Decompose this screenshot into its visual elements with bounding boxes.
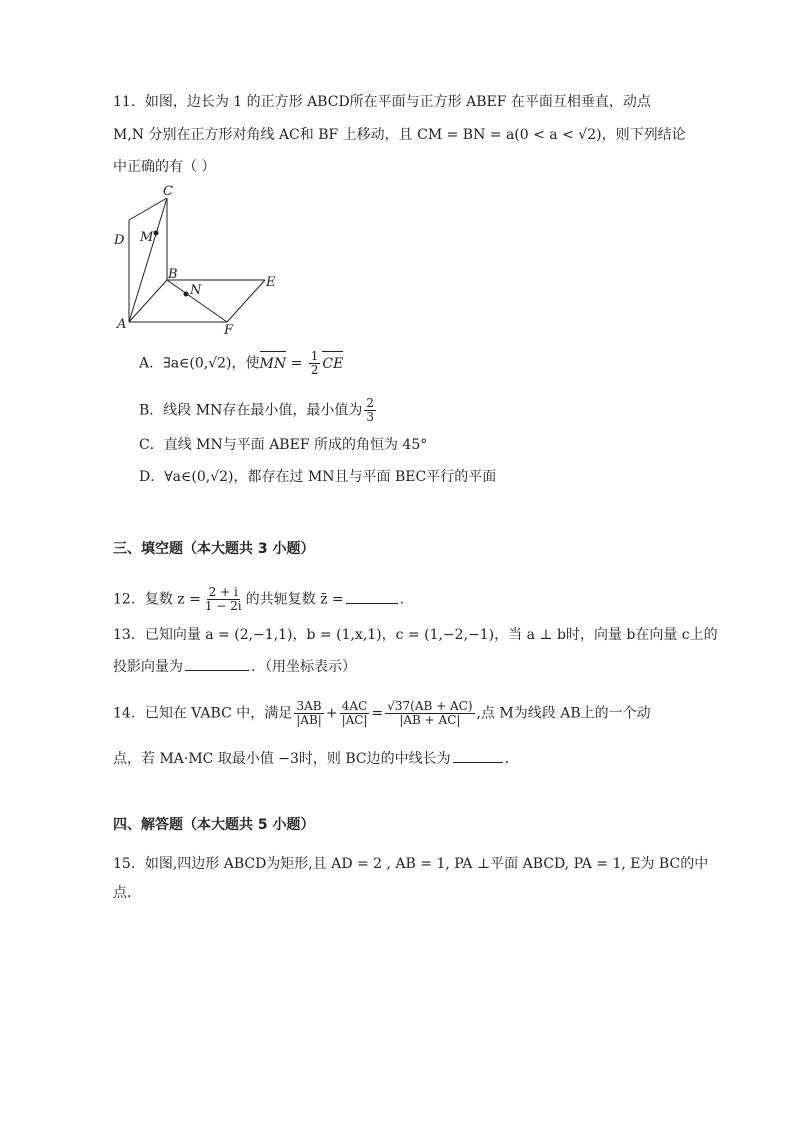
label-E: E bbox=[266, 275, 276, 290]
q14-line2-end: . bbox=[504, 751, 510, 767]
label-B: B bbox=[168, 267, 178, 282]
frac-den: 2 bbox=[310, 363, 319, 377]
q11-option-b bbox=[139, 397, 378, 424]
label-M: M bbox=[140, 230, 154, 245]
equals-sign: = bbox=[371, 705, 384, 722]
q15-line2: 点． bbox=[113, 885, 141, 901]
label-N: N bbox=[190, 283, 202, 298]
q15-line1: 15．如图,四边形 ABCD为矩形,且 AD = 2 , AB = 1, PA ⊥平面 ABCD, PA = 1, E为 BC的中 bbox=[113, 856, 709, 872]
fraction-two-thirds bbox=[364, 397, 376, 424]
q14-fraction-2 bbox=[340, 700, 370, 727]
q12 bbox=[113, 586, 404, 613]
q11-line2: M,N 分别在正方形对角线 AC和 BF 上移动，且 CM = BN = a(0 < a < √2)，则下列结论 bbox=[113, 127, 686, 143]
frac-den: |AB| bbox=[296, 713, 322, 727]
option-a-text: A．∃a∈(0,√2)，使 bbox=[139, 355, 260, 372]
frac-num: 3AB bbox=[296, 699, 322, 713]
frac-den: 1 − 2i bbox=[204, 599, 242, 613]
edge-AB bbox=[129, 280, 167, 322]
q12-post: 的共轭复数 z̄ = bbox=[245, 591, 344, 608]
q14-answer-blank[interactable] bbox=[453, 748, 503, 763]
q14-pre: 14．已知在 VABC 中，满足 bbox=[113, 705, 293, 722]
label-A: A bbox=[117, 317, 127, 332]
q11-line3: 中正确的有（ ） bbox=[113, 159, 216, 175]
section-fill-in-heading: 三、填空题（本大题共 3 小题） bbox=[113, 541, 315, 557]
q11-option-d: D．∀a∈(0,√2)，都存在过 MN且与平面 BEC平行的平面 bbox=[139, 469, 497, 485]
plus-sign: + bbox=[325, 705, 338, 722]
frac-den: |AB + AC| bbox=[399, 713, 461, 727]
q14-line1 bbox=[113, 700, 651, 727]
q14-line2 bbox=[113, 748, 509, 769]
q11-option-c: C．直线 MN与平面 ABEF 所成的角恒为 45° bbox=[139, 437, 428, 453]
label-C: C bbox=[163, 184, 173, 199]
point-M bbox=[154, 231, 159, 236]
q13-answer-blank[interactable] bbox=[185, 656, 249, 671]
fraction-one-half bbox=[309, 350, 321, 377]
frac-num: 2 bbox=[366, 396, 374, 410]
frac-num: 1 bbox=[310, 349, 319, 363]
q11-figure bbox=[100, 180, 300, 340]
equals: = bbox=[286, 355, 307, 372]
q11-option-a bbox=[139, 350, 343, 377]
q14-fraction-3 bbox=[385, 700, 474, 727]
label-F: F bbox=[224, 323, 234, 338]
q11-line1: 11．如图，边长为 1 的正方形 ABCD所在平面与正方形 ABEF 在平面互相垂直，动点 bbox=[113, 94, 651, 110]
q13-line2-pre: 投影向量为 bbox=[113, 659, 183, 675]
vector-CE: CE bbox=[322, 355, 344, 372]
point-N bbox=[184, 292, 189, 297]
q13-line1: 13．已知向量 a = (2,−1,1)，b = (1,x,1)，c = (1,−2,−1)，当 a ⊥ b时，向量 b在向量 c上的 bbox=[113, 627, 718, 643]
frac-den: 3 bbox=[366, 410, 374, 424]
q12-answer-blank[interactable] bbox=[346, 589, 398, 604]
q14-fraction-1 bbox=[294, 700, 324, 727]
q12-end: . bbox=[399, 591, 405, 608]
q13-line2 bbox=[113, 656, 356, 677]
q14-line2-pre: 点，若 MA·MC 取最小值 −3时，则 BC边的中线长为 bbox=[113, 751, 451, 767]
label-D: D bbox=[114, 233, 125, 248]
q13-line2-post: ．（用坐标表示） bbox=[251, 659, 356, 675]
edge-EF bbox=[227, 280, 265, 322]
q12-fraction bbox=[203, 586, 244, 613]
vector-MN: MN bbox=[259, 355, 287, 372]
option-b-text: B．线段 MN存在最小值，最小值为 bbox=[139, 402, 363, 419]
q12-pre: 12．复数 z = bbox=[113, 591, 201, 608]
q14-post: ,点 M为线段 AB上的一个动 bbox=[476, 705, 651, 722]
frac-num: 2 + i bbox=[208, 585, 238, 599]
frac-den: |AC| bbox=[341, 713, 368, 727]
frac-num: √37(AB + AC) bbox=[387, 699, 473, 713]
section-solution-heading: 四、解答题（本大题共 5 小题） bbox=[113, 817, 315, 833]
frac-num: 4AC bbox=[341, 699, 368, 713]
